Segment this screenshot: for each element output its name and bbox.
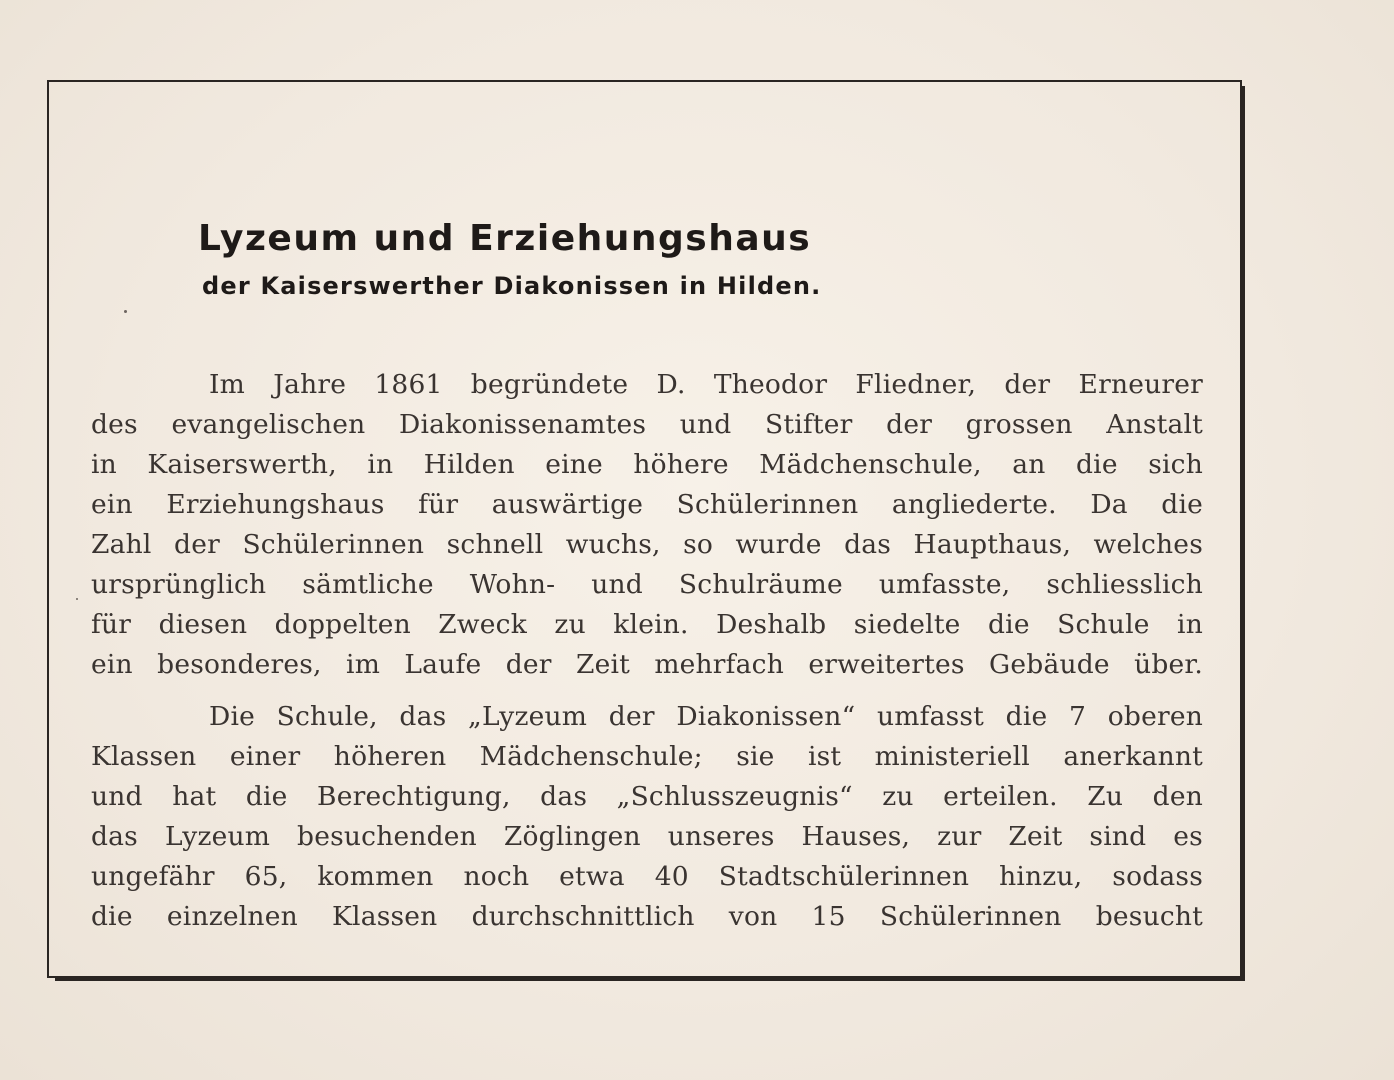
- text-line: die einzelnen Klassen durchschnittlich von 15 Schülerinnen besucht: [91, 901, 1203, 932]
- frame-shadow-bottom: [55, 978, 1245, 981]
- text-line: in Kaiserswerth, in Hilden eine höhere Mädchenschule, an die sich: [91, 449, 1203, 480]
- text-line: ein Erziehungshaus für auswärtige Schülerinnen angliederte. Da die: [91, 489, 1203, 520]
- text-line: ungefähr 65, kommen noch etwa 40 Stadtschülerinnen hinzu, sodass: [91, 861, 1203, 892]
- text-line: und hat die Berechtigung, das „Schlusszeugnis“ zu erteilen. Zu den: [91, 781, 1203, 812]
- text-line: ursprünglich sämtliche Wohn- und Schulräume umfasste, schliesslich: [91, 569, 1203, 600]
- document-subtitle: der Kaiserswerther Diakonissen in Hilden.: [202, 272, 822, 300]
- text-line: Klassen einer höheren Mädchenschule; sie ist ministeriell anerkannt: [91, 741, 1203, 772]
- text-line: Zahl der Schülerinnen schnell wuchs, so wurde das Haupthaus, welches: [91, 529, 1203, 560]
- text-line: ein besonderes, im Laufe der Zeit mehrfach erweitertes Gebäude über.: [91, 649, 1203, 680]
- frame-shadow-right: [1242, 86, 1245, 981]
- paper-speck: [76, 598, 78, 600]
- text-line: für diesen doppelten Zweck zu klein. Deshalb siedelte die Schule in: [91, 609, 1203, 640]
- body-text: [91, 365, 1203, 949]
- text-line: des evangelischen Diakonissenamtes und Stifter der grossen Anstalt: [91, 409, 1203, 440]
- paragraph-2: [91, 697, 1203, 937]
- paper-speck: [124, 310, 127, 313]
- paragraph-1: [91, 365, 1203, 685]
- text-line: das Lyzeum besuchenden Zöglingen unseres Hauses, zur Zeit sind es: [91, 821, 1203, 852]
- text-line: Im Jahre 1861 begründete D. Theodor Fliedner, der Erneurer: [209, 369, 1203, 400]
- document-title: Lyzeum und Erziehungshaus: [198, 218, 812, 259]
- text-line: Die Schule, das „Lyzeum der Diakonissen“ umfasst die 7 oberen: [209, 701, 1203, 732]
